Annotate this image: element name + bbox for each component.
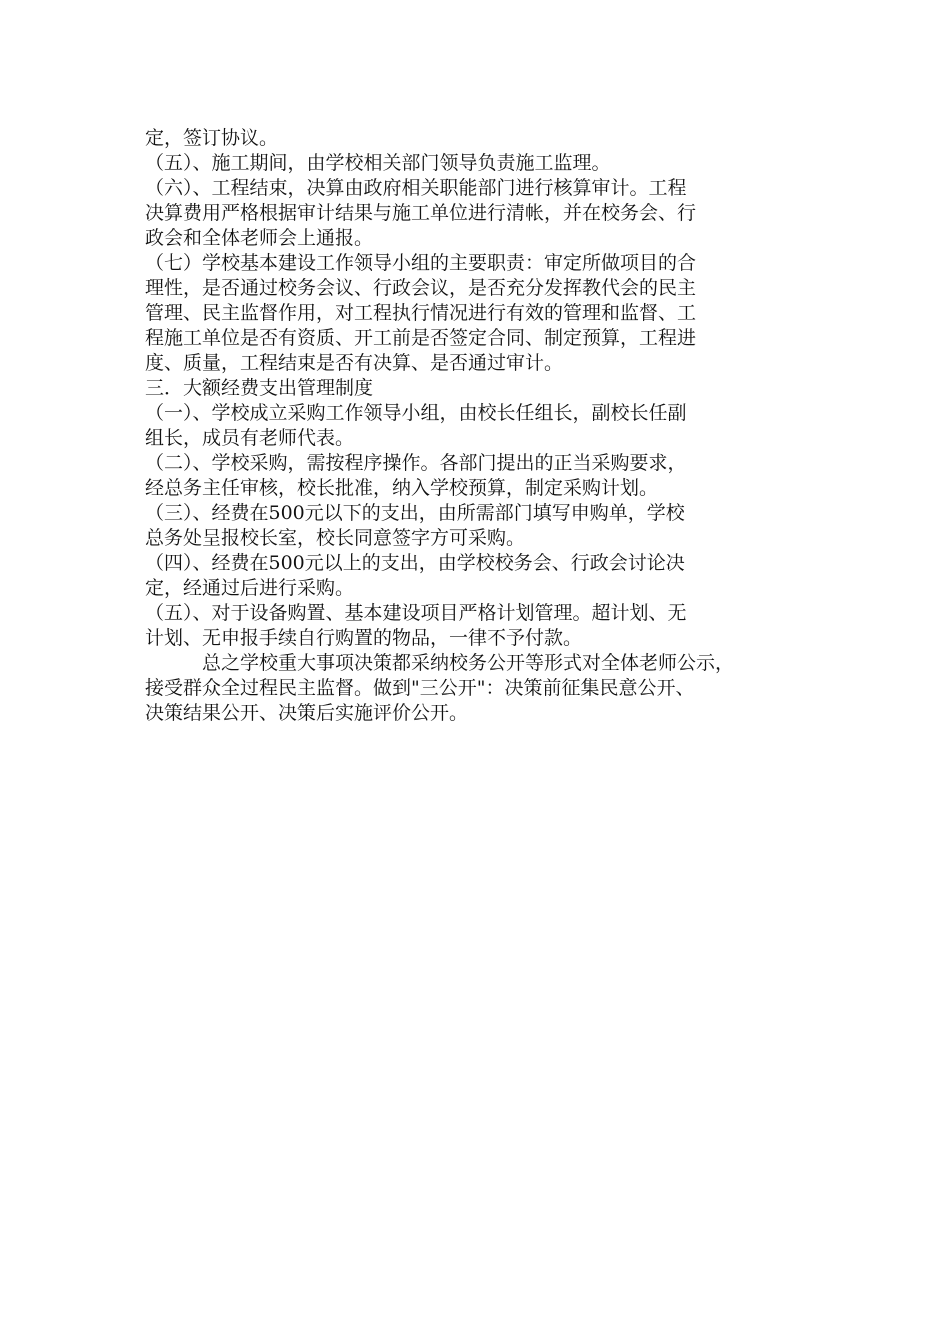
text-line: 总务处呈报校长室，校长同意签字方可采购。 <box>145 527 526 549</box>
summary-paragraph-start: 总之学校重大事项决策都采纳校务公开等形式对全体老师公示， <box>202 652 735 674</box>
text-line: （五）、施工期间，由学校相关部门领导负责施工监理。 <box>145 152 611 174</box>
text-line: （二）、学校采购，需按程序操作。各部门提出的正当采购要求， <box>145 452 687 474</box>
text-line: （五）、对于设备购置、基本建设项目严格计划管理。超计划、无 <box>145 602 687 624</box>
text-line: 度、质量，工程结束是否有决算、是否通过审计。 <box>145 352 564 374</box>
text-line: （三）、经费在500元以下的支出，由所需部门填写申购单，学校 <box>145 502 685 524</box>
text-line: 决策结果公开、决策后实施评价公开。 <box>145 702 469 724</box>
text-line: 程施工单位是否有资质、开工前是否签定合同、制定预算，工程进 <box>145 327 697 349</box>
document-body <box>145 126 810 726</box>
text-line: （一）、学校成立采购工作领导小组，由校长任组长，副校长任副 <box>145 402 687 424</box>
text-line: （六）、工程结束，决算由政府相关职能部门进行核算审计。工程 <box>145 177 687 199</box>
text-line: 政会和全体老师会上通报。 <box>145 227 374 249</box>
text-line: 管理、民主监督作用，对工程执行情况进行有效的管理和监督、工 <box>145 302 697 324</box>
text-line: （七）学校基本建设工作领导小组的主要职责：审定所做项目的合 <box>145 252 697 274</box>
text-line: 组长，成员有老师代表。 <box>145 427 355 449</box>
text-line: 接受群众全过程民主监督。做到"三公开"：决策前征集民意公开、 <box>145 677 695 699</box>
text-line: 决算费用严格根据审计结果与施工单位进行清帐，并在校务会、行 <box>145 202 697 224</box>
text-line: 定，经通过后进行采购。 <box>145 577 355 599</box>
section-heading: 三．大额经费支出管理制度 <box>145 377 374 399</box>
text-line: 经总务主任审核，校长批准，纳入学校预算，制定采购计划。 <box>145 477 659 499</box>
text-line: 定，签订协议。 <box>145 127 279 149</box>
text-line: 计划、无申报手续自行购置的物品，一律不予付款。 <box>145 627 583 649</box>
text-line: 理性，是否通过校务会议、行政会议，是否充分发挥教代会的民主 <box>145 277 697 299</box>
text-line: （四）、经费在500元以上的支出，由学校校务会、行政会讨论决 <box>145 552 685 574</box>
